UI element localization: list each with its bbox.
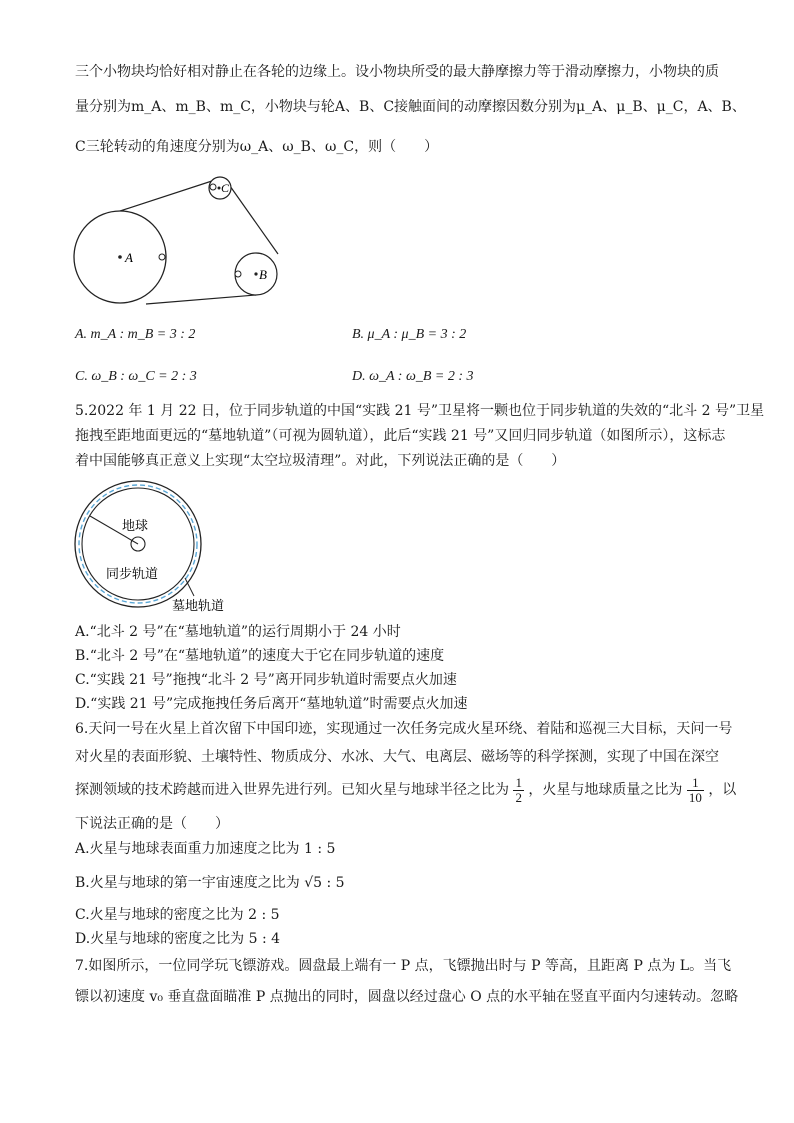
q6-fraction-radius [513, 776, 524, 805]
q4-option-d: D. ω_A : ω_B = 2 : 3 [352, 369, 474, 384]
q4-line-2: 量分别为m_A、m_B、m_C，小物块与轮A、B、C接触面间的动摩擦因数分别为μ_A、μ_B、μ_C，A、B、 [75, 99, 746, 115]
q6-option-b: B.火星与地球的第一宇宙速度之比为 √5 : 5 [75, 875, 345, 891]
q4-option-a: A. m_A : m_B = 3 : 2 [75, 327, 196, 342]
q4-option-c: C. ω_B : ω_C = 2 : 3 [75, 369, 197, 384]
q6-fraction-radius-den: 2 [515, 789, 522, 805]
q4-pulley-figure [70, 170, 290, 310]
q6-option-c: C.火星与地球的密度之比为 2 : 5 [75, 907, 280, 923]
wheel-a-label: A [125, 250, 133, 265]
q6-line-3-pre: 探测领域的技术跨越而进入世界先进行列。已知火星与地球半径之比为 [75, 782, 509, 798]
q6-fraction-mass-num: 1 [687, 776, 704, 791]
q6-fraction-mass [687, 776, 704, 805]
block-c [210, 184, 216, 190]
q6-fraction-mass-den: 10 [688, 789, 702, 805]
q6-option-d: D.火星与地球的密度之比为 5 : 4 [75, 931, 281, 947]
q5-option-b: B.“北斗 2 号”在“墓地轨道”的速度大于它在同步轨道的速度 [75, 648, 445, 664]
sync-orbit-label: 同步轨道 [106, 566, 159, 581]
wheel-c-label: C [221, 181, 230, 195]
belt-segment [146, 295, 256, 304]
q5-option-d: D.“实践 21 号”完成拖拽任务后离开“墓地轨道”时需要点火加速 [75, 696, 468, 712]
q4-line-1: 三个小物块均恰好相对静止在各轮的边缘上。设小物块所受的最大静摩擦力等于滑动摩擦力，小物块的质 [75, 64, 719, 80]
q6-line-3-post: ，以 [708, 782, 737, 798]
q4-line-3: C三轮转动的角速度分别为ω_A、ω_B、ω_C，则（ ） [75, 139, 439, 155]
q7-line-2: 镖以初速度 v₀ 垂直盘面瞄准 P 点抛出的同时，圆盘以经过盘心 O 点的水平轴在竖直平面内匀速转动。忽略 [75, 989, 739, 1005]
q5-option-a: A.“北斗 2 号”在“墓地轨道”的运行周期小于 24 小时 [75, 624, 401, 640]
q5-line-1: 5.2022 年 1 月 22 日，位于同步轨道的中国“实践 21 号”卫星将一颗也位于同步轨道的失效的“北斗 2 号”卫星 [75, 403, 765, 419]
q6-line-1: 6.天问一号在火星上首次留下中国印迹，实现通过一次任务完成火星环绕、着陆和巡视三大目标，天问一号 [75, 721, 733, 737]
q4-option-b: B. μ_A : μ_B = 3 : 2 [352, 327, 467, 342]
q6-line-4: 下说法正确的是（ ） [75, 816, 229, 832]
q5-line-3: 着中国能够真正意义上实现“太空垃圾清理”。对此，下列说法正确的是（ ） [75, 453, 566, 469]
q6-line-3 [75, 774, 736, 806]
q5-orbit-figure [70, 478, 250, 616]
belt-segment [114, 179, 218, 213]
q5-option-c: C.“实践 21 号”拖拽“北斗 2 号”离开同步轨道时需要点火加速 [75, 672, 457, 688]
q6-line-2: 对火星的表面形貌、土壤特性、物质成分、水冰、大气、电离层、磁场等的科学探测，实现了中国在深空 [75, 749, 719, 765]
block-b [235, 271, 241, 277]
wheel-a-center [118, 255, 122, 259]
belt-segment [230, 186, 278, 254]
q6-line-3-mid: ，火星与地球质量之比为 [528, 782, 683, 798]
q7-line-1: 7.如图所示，一位同学玩飞镖游戏。圆盘最上端有一 P 点，飞镖抛出时与 P 等高，且距离 P 点为 L。当飞 [75, 958, 732, 974]
q6-fraction-radius-num: 1 [515, 774, 522, 790]
q6-option-a: A.火星与地球表面重力加速度之比为 1 : 5 [75, 841, 336, 857]
wheel-b-label: B [259, 267, 267, 282]
earth-label: 地球 [122, 518, 149, 533]
wheel-b-center [254, 272, 257, 275]
graveyard-orbit-label: 墓地轨道 [172, 598, 225, 613]
block-a [159, 254, 165, 260]
q5-line-2: 拖拽至距地面更远的“墓地轨道”（可视为圆轨道），此后“实践 21 号”又回归同步轨道（如图所示），这标志 [75, 428, 726, 444]
